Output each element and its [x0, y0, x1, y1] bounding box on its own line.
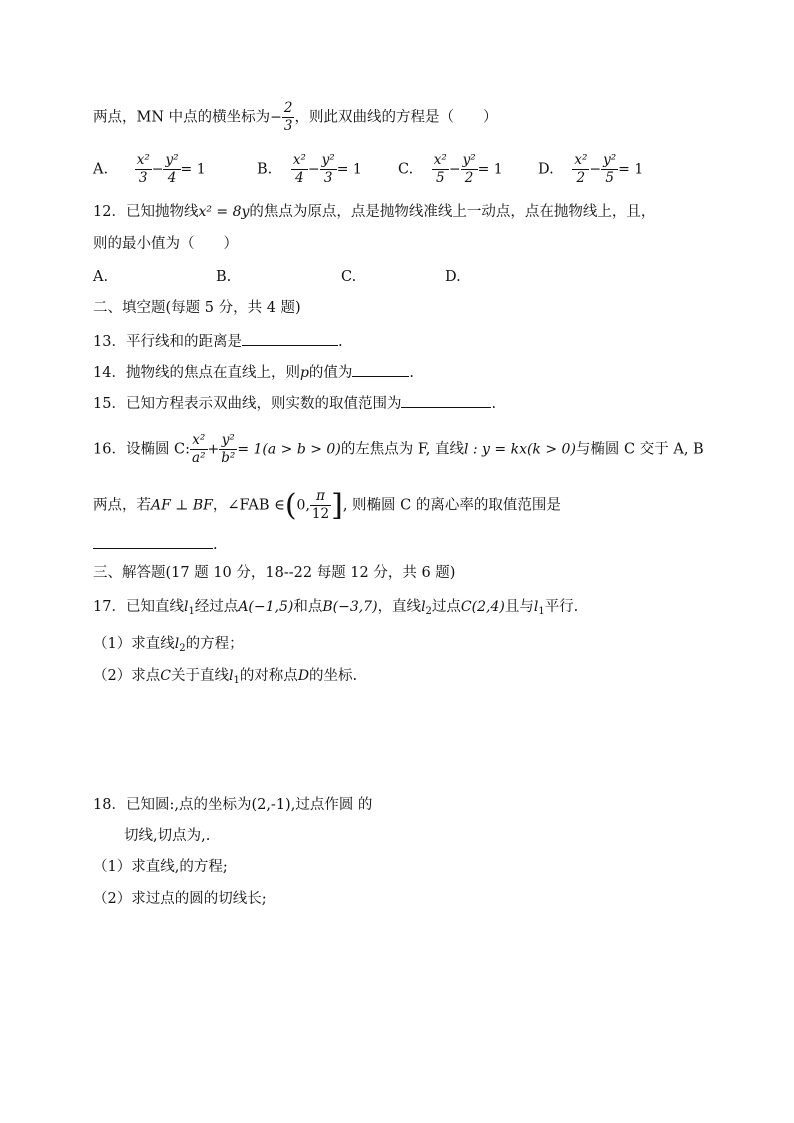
q18-line1: 18．已知圆:,点的坐标为(2,-1),过点作圆 的 — [93, 797, 373, 813]
q16-answer-line: . — [93, 533, 218, 555]
q12-formula: x² = 8y — [198, 204, 250, 220]
q16-line1: 16．设椭圆 C: $\frac{\text{x²}}{\text{a²}}$ + $\frac{\text{y²}}{\text{b²}}$ = 1(a > b > 0)的左焦点为 F, 直线l : y = kx(k > 0)与椭圆 C 交于 A, B — [93, 432, 704, 466]
q16-answer-blank[interactable] — [93, 533, 213, 549]
section-fill-blank-heading: 二、填空题(每题 5 分，共 4 题) — [93, 300, 301, 316]
q16-line2: 两点，若AF ⊥ BF，∠FAB ∈(0, $\frac{\pi}{12}$ ], 则椭圆 C 的离心率的取值范围是 — [93, 487, 561, 523]
q14-answer-blank[interactable] — [352, 361, 409, 377]
q12-option-a: A. — [93, 269, 109, 285]
q11-text-a: 两点，MN 中点的横坐标为 — [93, 109, 271, 126]
q14: 14．抛物线的焦点在直线上，则p的值为 . — [93, 361, 414, 383]
q18-part2: （2）求过点的圆的切线长; — [93, 891, 267, 907]
q11-option-c: C. $\frac{\text{x²}}{5}$ − $\frac{\text{y²}}{2}$ = 1 — [398, 152, 503, 186]
q11-stem — [93, 100, 497, 135]
q11-option-d: D. $\frac{\text{x²}}{2}$ − $\frac{\text{y²}}{5}$ = 1 — [538, 152, 644, 186]
q17-part1: （1）求直线$l_2$的方程； — [93, 636, 244, 654]
q12-option-d: D. — [445, 269, 461, 285]
q11-minus: − — [270, 109, 282, 126]
q17-stem: 17．已知直线$l_1$经过点A(−1,5)和点B(−3,7)，直线$l_2$过点C(2,4)且与$l_1$平行. — [93, 599, 579, 617]
q12-option-b: B. — [216, 269, 232, 285]
q11-fraction: $\frac{2}{3}$ — [283, 100, 293, 134]
q13: 13．平行线和的距离是 . — [93, 330, 343, 352]
q11-option-a: A. $\frac{\text{x²}}{3}$ − $\frac{\text{y²}}{4}$ = 1 — [93, 152, 206, 186]
q18-line2: 切线,切点为,. — [124, 828, 211, 844]
q12-option-c: C. — [341, 269, 357, 285]
q17-part2: （2）求点C关于直线$l_1$的对称点D的坐标. — [93, 668, 358, 686]
q11-text-b: ，则此双曲线的方程是（ ） — [294, 109, 498, 126]
q13-answer-blank[interactable] — [242, 330, 338, 346]
q12-line2: 则的最小值为（ ） — [93, 236, 238, 252]
section-solve-heading: 三、解答题(17 题 10 分，18--22 每题 12 分，共 6 题) — [93, 565, 456, 581]
q12-stem: 12．已知抛物线x² = 8y的焦点为原点，点是抛物线准线上一动点，点在抛物线上，且， — [93, 204, 656, 220]
q18-part1: （1）求直线,的方程; — [93, 859, 228, 875]
q11-option-b: B. $\frac{\text{x²}}{4}$ − $\frac{\text{y²}}{3}$ = 1 — [257, 152, 362, 186]
q15: 15．已知方程表示双曲线，则实数的取值范围为 . — [93, 392, 496, 414]
q15-answer-blank[interactable] — [401, 392, 491, 408]
